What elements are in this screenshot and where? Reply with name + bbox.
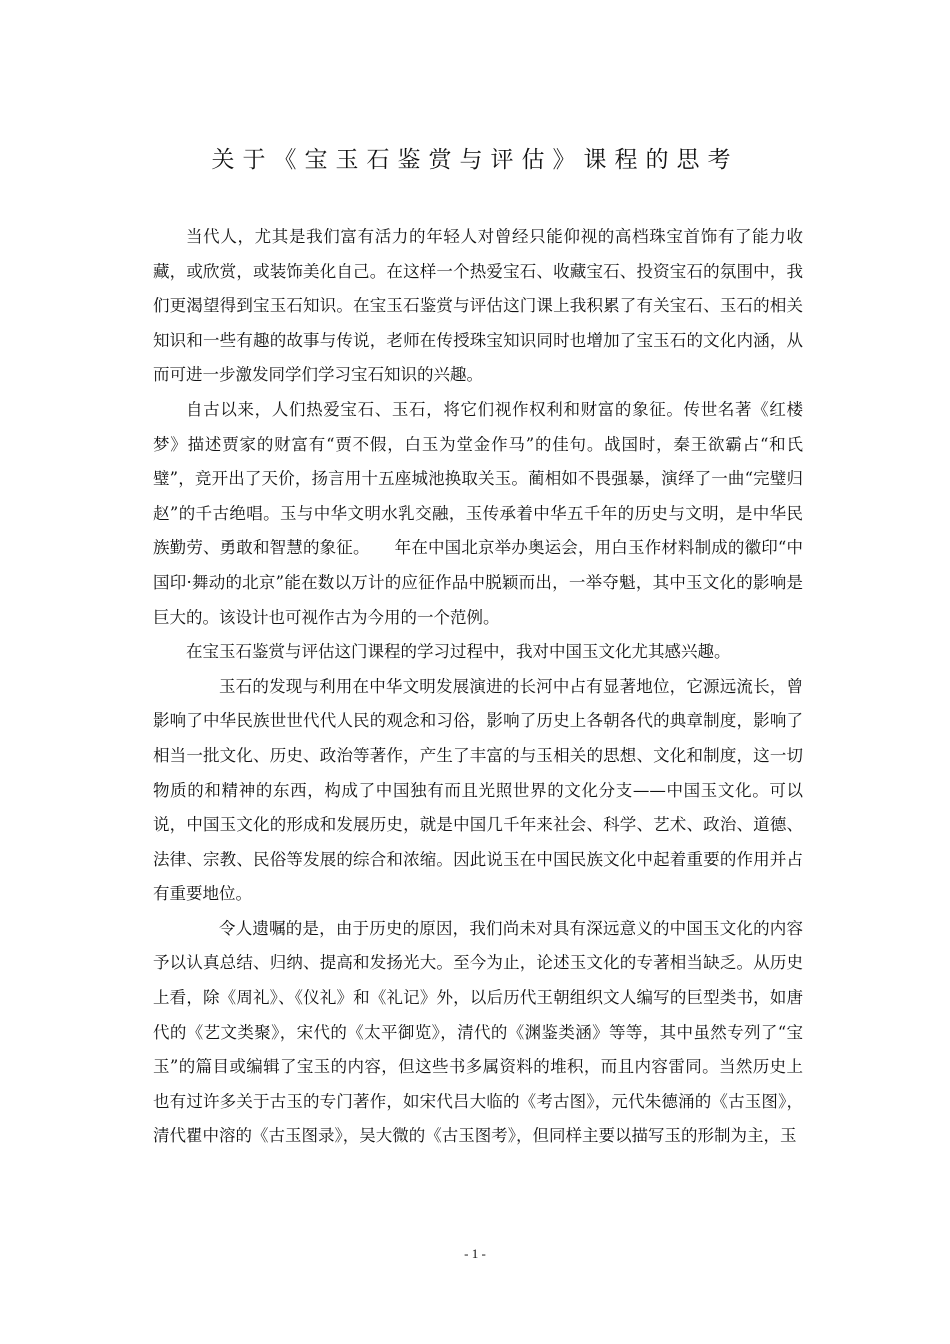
paragraph: 令人遗嘱的是，由于历史的原因，我们尚未对具有深远意义的中国玉文化的内容予以认真总结、归纳、提高和发扬光大。至今为止，论述玉文化的专著相当缺乏。从历史上看，除《周礼》、《仪礼》和《礼记》外，以后历代王朝组织文人编写的巨型类书，如唐代的《艺文类聚》，宋代的《太平御览》，清代的《渊鉴类涵》等等，其中虽然专列了“宝玉”的篇目或编辑了宝玉的内容，但这些书多属资料的堆积，而且内容雷同。当然历史上也有过许多关于古玉的专门著作，如宋代吕大临的《考古图》，元代朱德涌的《古玉图》，清代瞿中溶的《古玉图录》，吴大微的《古玉图考》，但同样主要以描写玉的形制为主，玉 xyxy=(153,918,803,1146)
paragraph: 玉石的发现与利用在中华文明发展演进的长河中占有显著地位，它源远流长，曾影响了中华民族世世代代人民的观念和习俗，影响了历史上各朝各代的典章制度，影响了相当一批文化、历史、政治等著作，产生了丰富的与玉相关的思想、文化和制度，这一切物质的和精神的东西，构成了中国独有而且光照世界的文化分支——中国玉文化。可以说，中国玉文化的形成和发展历史，就是中国几千年来社会、科学、艺术、政治、道德、法律、宗教、民俗等发展的综合和浓缩。因此说玉在中国民族文化中起着重要的作用并占有重要地位。 xyxy=(153,676,803,904)
paragraph: 当代人，尤其是我们富有活力的年轻人对曾经只能仰视的高档珠宝首饰有了能力收藏，或欣赏，或装饰美化自己。在这样一个热爱宝石、收藏宝石、投资宝石的氛围中，我们更渴望得到宝玉石知识。在宝玉石鉴赏与评估这门课上我积累了有关宝石、玉石的相关知识和一些有趣的故事与传说，老师在传授珠宝知识同时也增加了宝玉石的文化内涵，从而可进一步激发同学们学习宝石知识的兴趣。 xyxy=(153,227,803,385)
document-body xyxy=(153,220,803,1154)
document-title: 关于《宝玉石鉴赏与评估》课程的思考 xyxy=(211,147,739,173)
paragraph: 自古以来，人们热爱宝石、玉石，将它们视作权利和财富的象征。传世名著《红楼梦》描述贾家的财富有“贾不假，白玉为堂金作马”的佳句。战国时，秦王欲霸占“和氏璧”，竞开出了天价，扬言用十五座城池换取关玉。蔺相如不畏强暴，演绎了一曲“完璧归赵”的千古绝唱。玉与中华文明水乳交融，玉传承着中华五千年的历史与文明，是中华民族勤劳、勇敢和智慧的象征。 年在中国北京举办奥运会，用白玉作材料制成的徽印“中国印·舞动的北京”能在数以万计的应征作品中脱颖而出，一举夺魁，其中玉文化的影响是巨大的。该设计也可视作古为今用的一个范例。 xyxy=(153,399,803,627)
page-number: - 1 - xyxy=(464,1246,486,1261)
paragraph: 在宝玉石鉴赏与评估这门课程的学习过程中，我对中国玉文化尤其感兴趣。 xyxy=(186,642,731,662)
